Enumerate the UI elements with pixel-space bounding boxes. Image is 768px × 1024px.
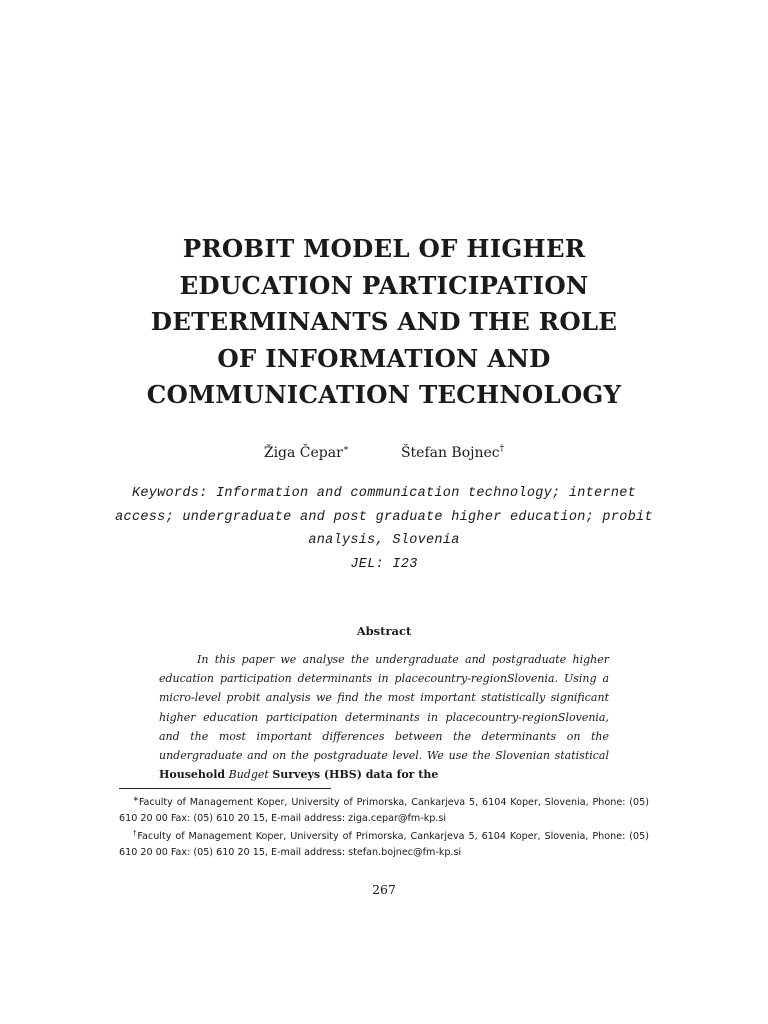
footnote-mark: ∗ bbox=[133, 795, 139, 803]
footnote-text: Faculty of Management Koper, University of Primorska, Cankarjeva 5, 6104 Koper, Slovenia, Phone: (05) 610 20 00 Fax: (05) 610 20 15, E-mail address: ziga.cepar@fm-kp.si bbox=[119, 797, 649, 824]
title-line: EDUCATION PARTICIPATION bbox=[179, 270, 589, 300]
title-line: COMMUNICATION TECHNOLOGY bbox=[146, 380, 622, 409]
abstract-italic-budget: Budget bbox=[228, 768, 269, 782]
author-name: Štefan Bojnec bbox=[400, 445, 500, 461]
title-line: OF INFORMATION AND bbox=[217, 343, 551, 373]
footnote-text: Faculty of Management Koper, University of Primorska, Cankarjeva 5, 6104 Koper, Slovenia, Phone: (05) 610 20 00 Fax: (05) 610 20 15, E-mail address: stefan.bojnec@fm-kp.si bbox=[119, 831, 649, 858]
footnote-mark: † bbox=[133, 829, 138, 837]
title-line: DETERMINANTS AND THE ROLE bbox=[150, 307, 618, 336]
footnote-marker: ∗ bbox=[342, 444, 349, 454]
jel-code: JEL: I23 bbox=[350, 556, 418, 572]
keywords-text: Keywords: Information and communication technology; internet access; undergraduate and post graduate higher education; probit analysis, Slovenia bbox=[115, 486, 653, 548]
author-cepar bbox=[264, 444, 349, 461]
abstract-body bbox=[159, 650, 609, 784]
author-name: Žiga Čepar bbox=[263, 445, 343, 461]
footnote-cepar bbox=[119, 792, 649, 826]
abstract-heading: Abstract bbox=[356, 624, 412, 638]
abstract-bold-household: Household bbox=[159, 768, 226, 782]
footnotes bbox=[119, 792, 649, 860]
footnote-bojnec bbox=[119, 826, 649, 860]
abstract-text: In this paper we analyse the undergraduate and postgraduate higher education participation determinants in placecountry-regionSlovenia. Using a micro-level probit analysis we find the most important statistically significant higher education participation determinants in placecountry-regionSlovenia, and the most important differences between the determinants on the undergraduate and on the postgraduate level. We use the Slovenian statistical bbox=[159, 653, 609, 763]
title-line: PROBIT MODEL OF HIGHER bbox=[182, 234, 586, 263]
author-bojnec bbox=[401, 444, 504, 461]
footnote-marker: † bbox=[499, 444, 505, 454]
footnote-divider bbox=[119, 788, 331, 789]
author-list bbox=[0, 444, 768, 461]
abstract-bold-surveys: Surveys (HBS) data for the bbox=[272, 768, 439, 782]
page-number: 267 bbox=[372, 882, 396, 897]
keywords-block bbox=[110, 482, 658, 576]
paper-title bbox=[100, 231, 668, 414]
